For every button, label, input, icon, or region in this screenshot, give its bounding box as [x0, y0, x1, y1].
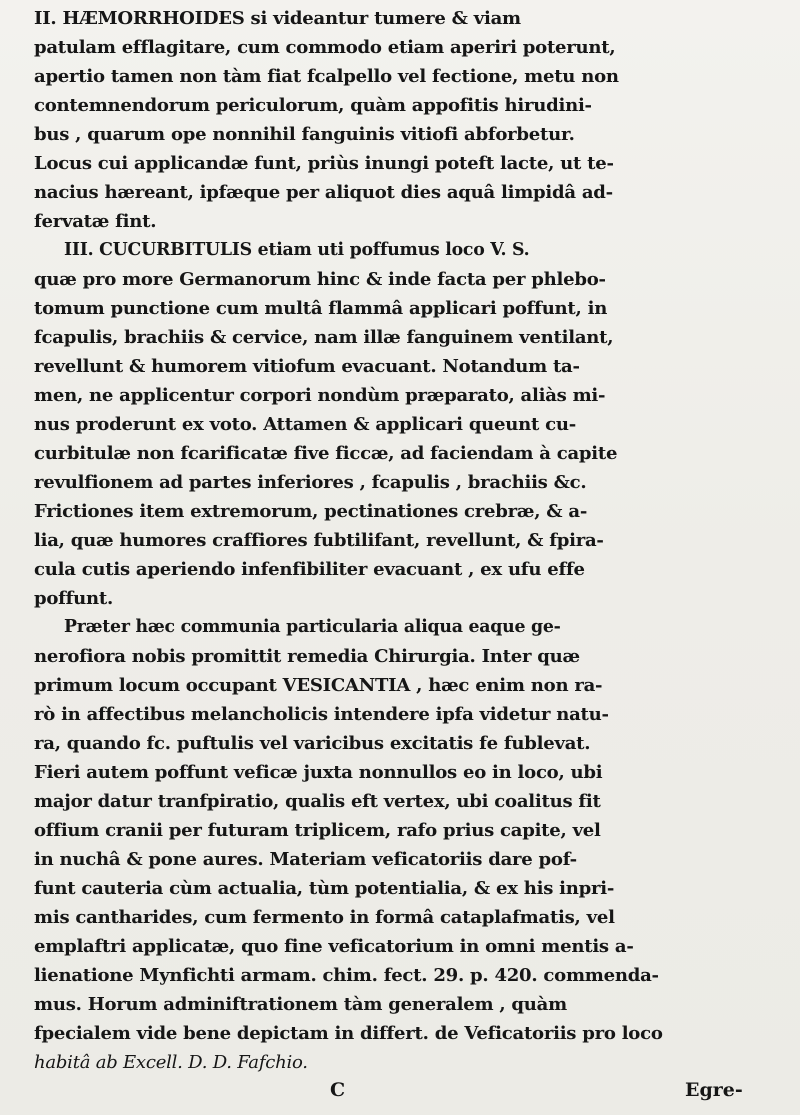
text-line: men, ne applicentur corpori nondùm præparato, aliàs mi-: [34, 385, 606, 406]
text-line: apertio tamen non tàm fiat fcalpello vel fectione, metu non: [34, 66, 619, 87]
text-line: primum locum occupant VESICANTIA , hæc enim non ra-: [34, 675, 603, 696]
text-line: quæ pro more Germanorum hinc & inde facta per phlebo-: [34, 269, 606, 290]
signature-mark: C: [330, 1079, 346, 1101]
text-line: cula cutis aperiendo infenfibiliter evacuant , ex ufu effe: [34, 559, 585, 580]
text-line: revulfionem ad partes inferiores , fcapulis , brachiis &c.: [34, 472, 587, 493]
text-line: poffunt.: [34, 588, 114, 609]
text-line: bus , quarum ope nonnihil fanguinis vitiofi abforbetur.: [34, 124, 575, 145]
text-line: tomum punctione cum multâ flammâ applicari poffunt, in: [34, 298, 608, 319]
text-line: patulam efflagitare, cum commodo etiam aperiri poterunt,: [34, 37, 616, 58]
text-line: funt cauteria cùm actualia, tùm potentialia, & ex his inpri-: [34, 878, 615, 899]
text-line: fervatæ fint.: [34, 211, 157, 232]
body-text: [34, 4, 790, 1077]
text-line: nus proderunt ex voto. Attamen & applicari queunt cu-: [34, 414, 576, 435]
text-line: fcapulis, brachiis & cervice, nam illæ fanguinem ventilant,: [34, 327, 614, 348]
text-line: III. CUCURBITULIS etiam uti poffumus loco V. S.: [64, 240, 530, 260]
text-line: mis cantharides, cum fermento in formâ cataplafmatis, vel: [34, 907, 615, 928]
text-line: nerofiora nobis promittit remedia Chirurgia. Inter quæ: [34, 646, 580, 667]
text-line: mus. Horum adminiftrationem tàm generalem , quàm: [34, 994, 567, 1015]
text-line: fpecialem vide bene depictam in differt. de Veficatoriis pro loco: [34, 1023, 663, 1044]
text-line: lia, quæ humores craffiores fubtilifant, revellunt, & fpira-: [34, 530, 604, 551]
text-line: offium cranii per futuram triplicem, rafo prius capite, vel: [34, 820, 601, 841]
text-line: Præter hæc communia particularia aliqua eaque ge-: [64, 617, 561, 637]
text-line: ra, quando fc. puftulis vel varicibus excitatis fe fublevat.: [34, 733, 591, 754]
text-line: rò in affectibus melancholicis intendere ipfa videtur natu-: [34, 704, 609, 725]
text-line: Frictiones item extremorum, pectinationes crebræ, & a-: [34, 501, 588, 522]
text-line: major datur tranfpiratio, qualis eft vertex, ubi coalitus fit: [34, 791, 601, 812]
text-line: Fieri autem poffunt veficæ juxta nonnullos eo in loco, ubi: [34, 762, 603, 783]
text-line: lienatione Mynfichti armam. chim. fect. 29. p. 420. commenda-: [34, 965, 659, 986]
text-line: habitâ ab Excell. D. D. Fafchio.: [34, 1052, 308, 1073]
text-line: in nuchâ & pone aures. Materiam veficatoriis dare pof-: [34, 849, 577, 870]
text-line: nacius hæreant, ipfæque per aliquot dies aquâ limpidâ ad-: [34, 182, 613, 203]
text-line: revellunt & humorem vitiofum evacuant. Notandum ta-: [34, 356, 580, 377]
text-line: contemnendorum periculorum, quàm appofitis hirudini-: [34, 95, 592, 116]
catchword: Egre-: [685, 1079, 743, 1101]
text-line: Locus cui applicandæ funt, priùs inungi poteft lacte, ut te-: [34, 153, 614, 174]
text-line: emplaftri applicatæ, quo fine veficatorium in omni mentis a-: [34, 936, 634, 957]
text-line: II. HÆMORRHOIDES si videantur tumere & viam: [34, 8, 521, 29]
text-line: curbitulæ non fcarificatæ five ficcæ, ad faciendam à capite: [34, 443, 618, 464]
